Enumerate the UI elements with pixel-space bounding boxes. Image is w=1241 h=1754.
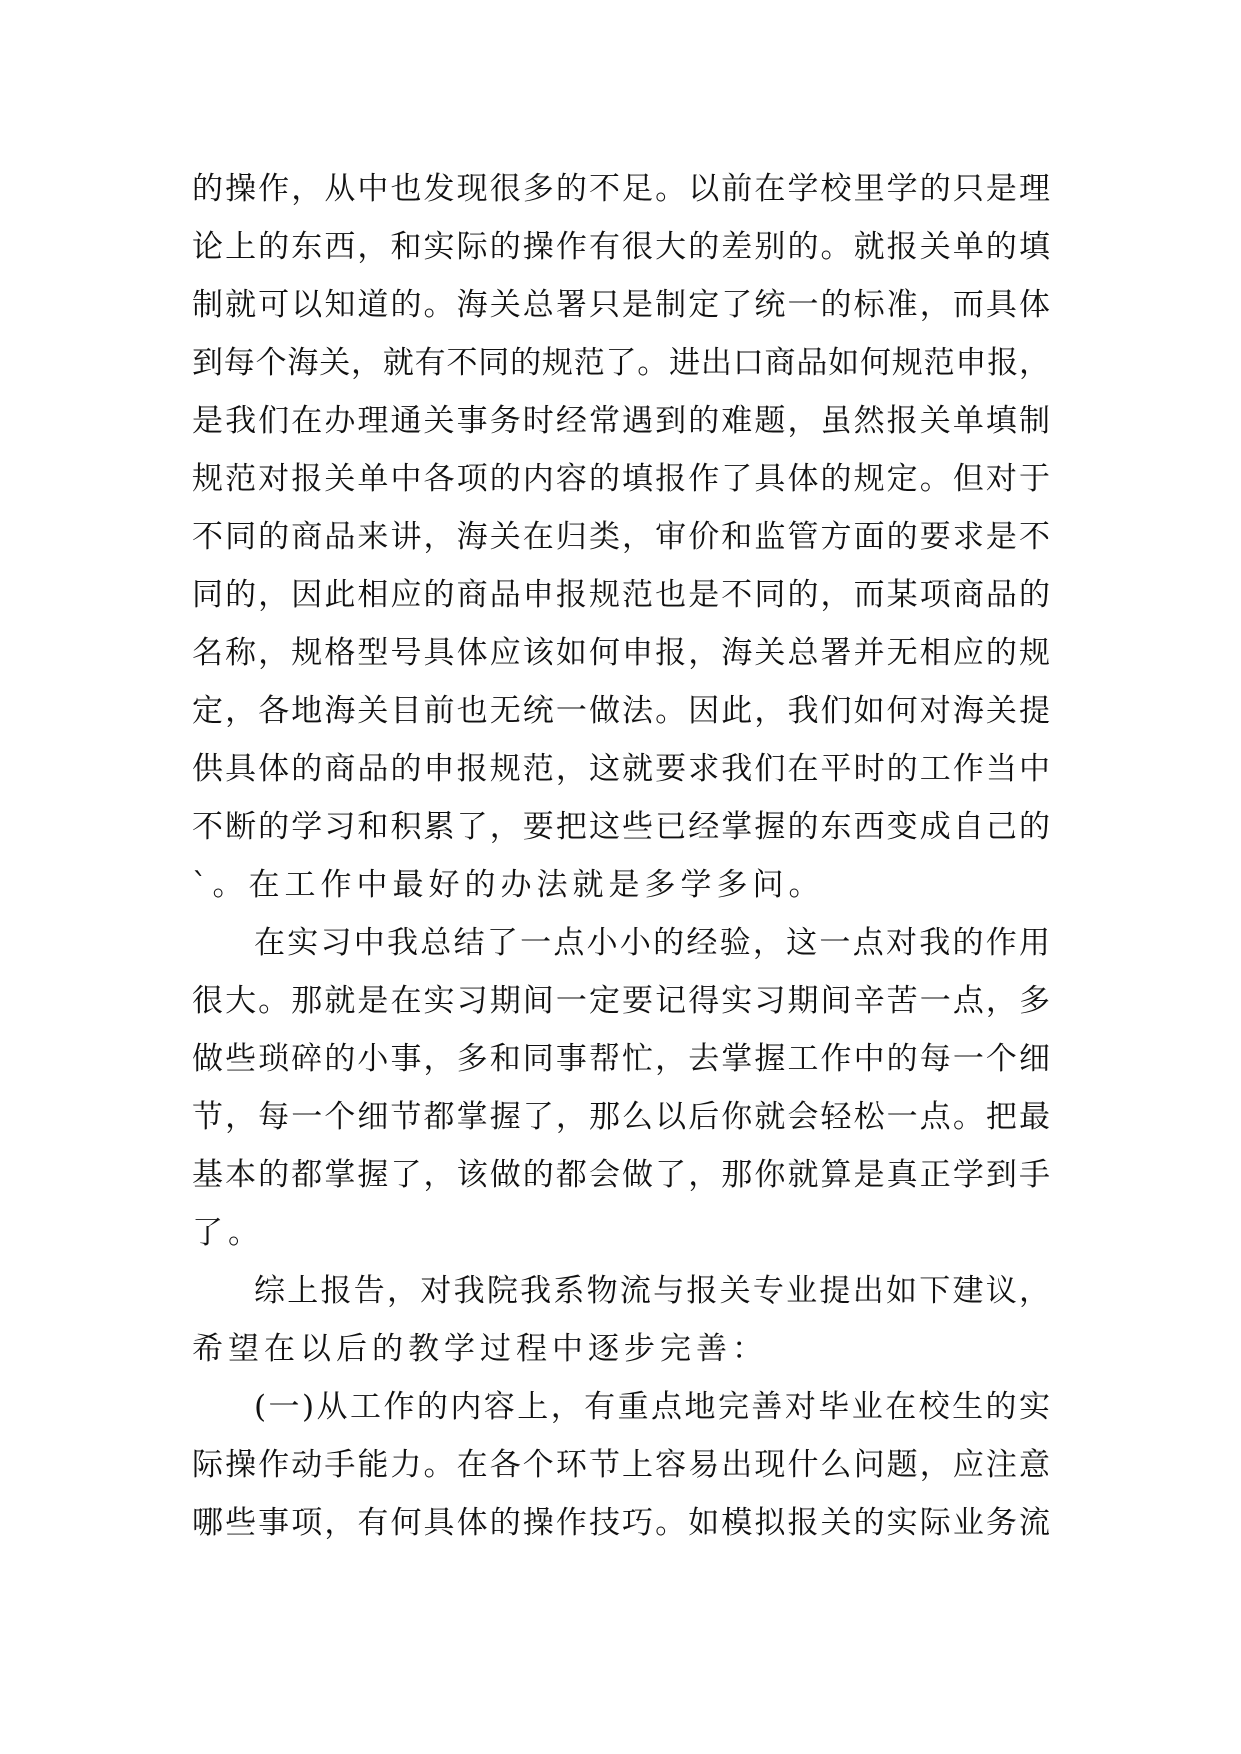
body-line: 是我们在办理通关事务时经常遇到的难题，虽然报关单填制 <box>192 403 1050 439</box>
body-line: 不同的商品来讲，海关在归类，审价和监管方面的要求是不 <box>192 519 1050 555</box>
body-line: 制就可以知道的。海关总署只是制定了统一的标准，而具体 <box>192 287 1050 323</box>
body-line: 的操作，从中也发现很多的不足。以前在学校里学的只是理 <box>192 171 1050 207</box>
paragraph-first-line: (一)从工作的内容上，有重点地完善对毕业在校生的实 <box>254 1389 1050 1425</box>
body-line: 基本的都掌握了，该做的都会做了，那你就算是真正学到手 <box>192 1157 1050 1193</box>
body-line: 名称，规格型号具体应该如何申报，海关总署并无相应的规 <box>192 635 1050 671</box>
body-line: 定，各地海关目前也无统一做法。因此，我们如何对海关提 <box>192 693 1050 729</box>
body-line: 论上的东西，和实际的操作有很大的差别的。就报关单的填 <box>192 229 1050 265</box>
paragraph-end-line: 了。 <box>192 1215 264 1251</box>
paragraph-end-line: 希望在以后的教学过程中逐步完善： <box>192 1331 768 1367</box>
body-line: 不断的学习和积累了，要把这些已经掌握的东西变成自己的 <box>192 809 1050 845</box>
document-body <box>192 160 1050 1552</box>
body-line: 供具体的商品的申报规范，这就要求我们在平时的工作当中 <box>192 751 1050 787</box>
body-line: 际操作动手能力。在各个环节上容易出现什么问题，应注意 <box>192 1447 1050 1483</box>
body-line: 到每个海关，就有不同的规范了。进出口商品如何规范申报， <box>192 345 1050 381</box>
body-line: 同的，因此相应的商品申报规范也是不同的，而某项商品的 <box>192 577 1050 613</box>
body-line: 节，每一个细节都掌握了，那么以后你就会轻松一点。把最 <box>192 1099 1050 1135</box>
body-line: 做些琐碎的小事，多和同事帮忙，去掌握工作中的每一个细 <box>192 1041 1050 1077</box>
body-line: 很大。那就是在实习期间一定要记得实习期间辛苦一点，多 <box>192 983 1050 1019</box>
paragraph-first-line: 在实习中我总结了一点小小的经验，这一点对我的作用 <box>254 925 1050 961</box>
body-line: 规范对报关单中各项的内容的填报作了具体的规定。但对于 <box>192 461 1050 497</box>
paragraph-end-line: `。在工作中最好的办法就是多学多问。 <box>192 867 825 903</box>
body-line: 哪些事项，有何具体的操作技巧。如模拟报关的实际业务流 <box>192 1505 1050 1541</box>
paragraph-first-line: 综上报告，对我院我系物流与报关专业提出如下建议， <box>254 1273 1050 1309</box>
